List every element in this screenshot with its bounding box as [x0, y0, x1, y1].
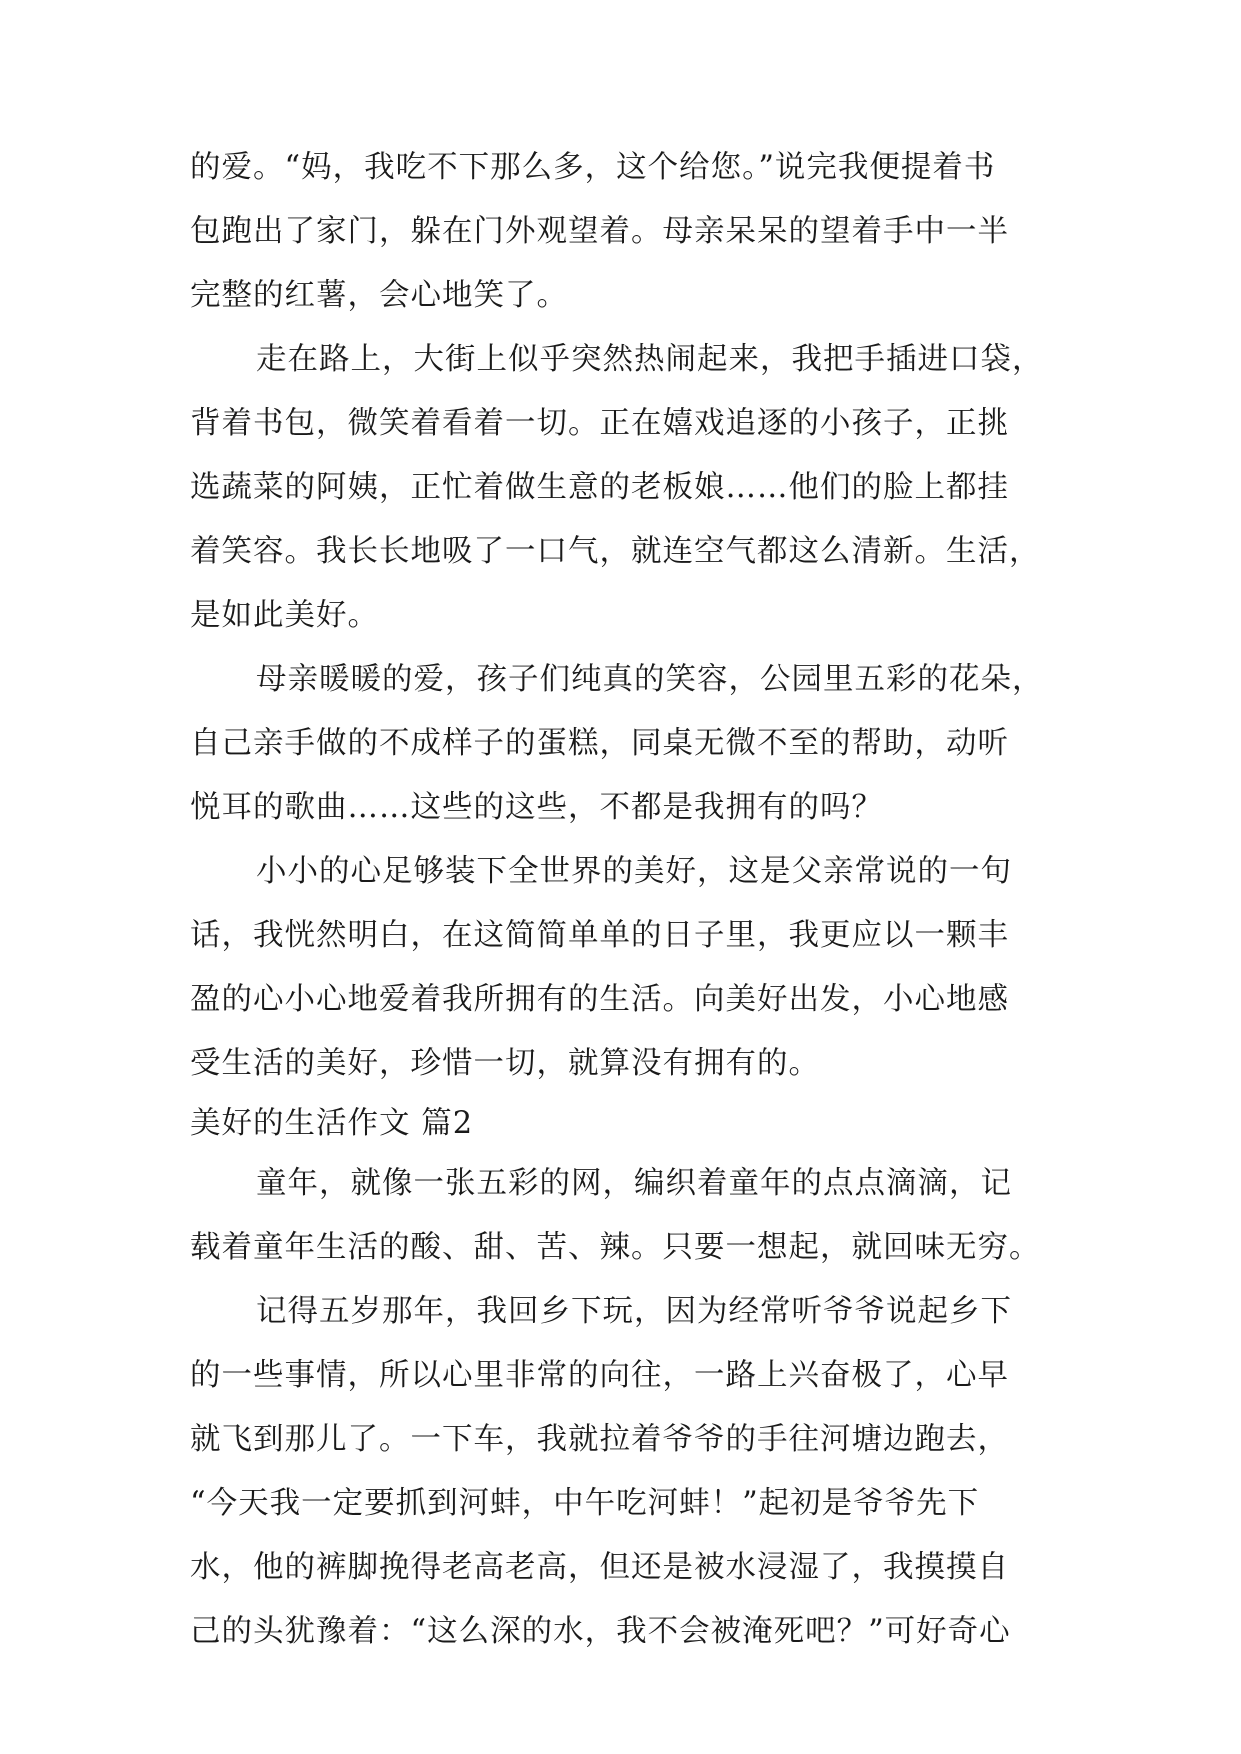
text-line: 背着书包，微笑着看着一切。正在嬉戏追逐的小孩子，正挑	[190, 406, 1009, 441]
text-line: 是如此美好。	[190, 598, 379, 633]
text-line: 就飞到那儿了。一下车，我就拉着爷爷的手往河塘边跑去，	[190, 1422, 1009, 1457]
text-line: 盈的心小心地爱着我所拥有的生活。向美好出发，小心地感	[190, 982, 1009, 1017]
paragraph	[190, 840, 1060, 1096]
text-line: 走在路上，大街上似乎突然热闹起来，我把手插进口袋，	[256, 342, 1044, 377]
text-line: 母亲暖暖的爱，孩子们纯真的笑容，公园里五彩的花朵，	[256, 662, 1044, 697]
text-line: 童年，就像一张五彩的网，编织着童年的点点滴滴，记	[256, 1166, 1012, 1201]
text-line: “今天我一定要抓到河蚌，中午吃河蚌！”起初是爷爷先下	[190, 1486, 980, 1521]
text-line: 悦耳的歌曲……这些的这些，不都是我拥有的吗？	[190, 790, 883, 825]
heading-text: 美好的生活作文 篇2	[190, 1106, 474, 1141]
paragraph	[190, 1152, 1060, 1280]
text-line: 载着童年生活的酸、甜、苦、辣。只要一想起，就回味无穷。	[190, 1230, 1041, 1265]
text-line: 记得五岁那年，我回乡下玩，因为经常听爷爷说起乡下	[256, 1294, 1012, 1329]
text-line: 己的头犹豫着：“这么深的水，我不会被淹死吧？”可好奇心	[190, 1614, 1011, 1649]
text-line: 的一些事情，所以心里非常的向往，一路上兴奋极了，心早	[190, 1358, 1009, 1393]
paragraph	[190, 328, 1060, 648]
text-line: 选蔬菜的阿姨，正忙着做生意的老板娘……他们的脸上都挂	[190, 470, 1009, 505]
paragraph	[190, 1280, 1060, 1664]
text-line: 完整的红薯，会心地笑了。	[190, 278, 568, 313]
text-line: 包跑出了家门，躲在门外观望着。母亲呆呆的望着手中一半	[190, 214, 1009, 249]
text-line: 自己亲手做的不成样子的蛋糕，同桌无微不至的帮助，动听	[190, 726, 1009, 761]
text-line: 着笑容。我长长地吸了一口气，就连空气都这么清新。生活，	[190, 534, 1041, 569]
document-text	[190, 136, 1060, 1664]
text-line: 的爱。“妈，我吃不下那么多，这个给您。”说完我便提着书	[190, 150, 996, 185]
text-line: 话，我恍然明白，在这简简单单的日子里，我更应以一颗丰	[190, 918, 1009, 953]
paragraph	[190, 648, 1060, 840]
text-line: 小小的心足够装下全世界的美好，这是父亲常说的一句	[256, 854, 1012, 889]
section-heading	[190, 1096, 1060, 1152]
paragraph	[190, 136, 1060, 328]
text-line: 受生活的美好，珍惜一切，就算没有拥有的。	[190, 1046, 820, 1081]
text-line: 水，他的裤脚挽得老高老高，但还是被水浸湿了，我摸摸自	[190, 1550, 1009, 1585]
